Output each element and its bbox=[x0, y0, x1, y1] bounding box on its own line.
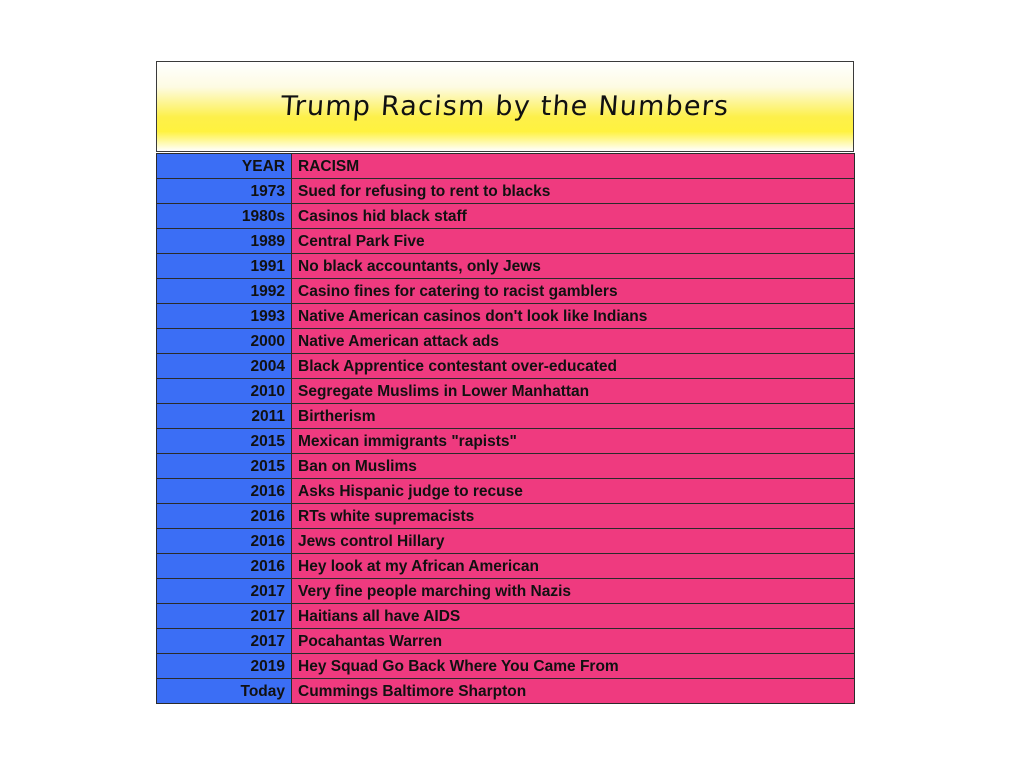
cell-racism: Central Park Five bbox=[292, 229, 855, 254]
cell-year: 2015 bbox=[157, 429, 292, 454]
cell-year: 1991 bbox=[157, 254, 292, 279]
table-row bbox=[157, 379, 855, 404]
cell-racism: Black Apprentice contestant over-educated bbox=[292, 354, 855, 379]
table-row bbox=[157, 279, 855, 304]
cell-racism: Mexican immigrants "rapists" bbox=[292, 429, 855, 454]
cell-racism: RTs white supremacists bbox=[292, 504, 855, 529]
table-row bbox=[157, 429, 855, 454]
cell-year: 2017 bbox=[157, 579, 292, 604]
cell-racism: Jews control Hillary bbox=[292, 529, 855, 554]
cell-year: 2017 bbox=[157, 604, 292, 629]
cell-year: Today bbox=[157, 679, 292, 704]
cell-racism: Native American casinos don't look like Indians bbox=[292, 304, 855, 329]
table-row bbox=[157, 554, 855, 579]
cell-racism: Pocahantas Warren bbox=[292, 629, 855, 654]
table-row bbox=[157, 479, 855, 504]
cell-year: 2016 bbox=[157, 479, 292, 504]
cell-year: 2010 bbox=[157, 379, 292, 404]
table-row bbox=[157, 404, 855, 429]
table-row bbox=[157, 629, 855, 654]
table-row bbox=[157, 204, 855, 229]
cell-year: 2016 bbox=[157, 554, 292, 579]
cell-racism: Hey look at my African American bbox=[292, 554, 855, 579]
cell-year: 1992 bbox=[157, 279, 292, 304]
table-body bbox=[157, 154, 855, 704]
cell-racism: Cummings Baltimore Sharpton bbox=[292, 679, 855, 704]
table-header-row bbox=[157, 154, 855, 179]
racism-table bbox=[156, 153, 855, 704]
cell-racism: Birtherism bbox=[292, 404, 855, 429]
cell-racism: Casino fines for catering to racist gamblers bbox=[292, 279, 855, 304]
cell-year: 1973 bbox=[157, 179, 292, 204]
cell-year: 2015 bbox=[157, 454, 292, 479]
table-row bbox=[157, 329, 855, 354]
cell-racism: Haitians all have AIDS bbox=[292, 604, 855, 629]
cell-racism: Native American attack ads bbox=[292, 329, 855, 354]
cell-racism: Hey Squad Go Back Where You Came From bbox=[292, 654, 855, 679]
table-row bbox=[157, 454, 855, 479]
table-row bbox=[157, 529, 855, 554]
cell-year: 2004 bbox=[157, 354, 292, 379]
cell-racism: Ban on Muslims bbox=[292, 454, 855, 479]
cell-racism: Casinos hid black staff bbox=[292, 204, 855, 229]
cell-year: 2016 bbox=[157, 529, 292, 554]
cell-year: 2016 bbox=[157, 504, 292, 529]
table-row bbox=[157, 229, 855, 254]
table-row bbox=[157, 579, 855, 604]
cell-racism: Segregate Muslims in Lower Manhattan bbox=[292, 379, 855, 404]
table-row bbox=[157, 254, 855, 279]
cell-year: 1989 bbox=[157, 229, 292, 254]
table-row bbox=[157, 179, 855, 204]
cell-year: 1993 bbox=[157, 304, 292, 329]
column-header-year: YEAR bbox=[157, 154, 292, 179]
column-header-racism: RACISM bbox=[292, 154, 855, 179]
cell-racism: Asks Hispanic judge to recuse bbox=[292, 479, 855, 504]
cell-year: 2000 bbox=[157, 329, 292, 354]
cell-racism: Sued for refusing to rent to blacks bbox=[292, 179, 855, 204]
page-title: Trump Racism by the Numbers bbox=[279, 91, 731, 122]
cell-year: 2019 bbox=[157, 654, 292, 679]
table-row bbox=[157, 354, 855, 379]
table-row bbox=[157, 679, 855, 704]
cell-racism: No black accountants, only Jews bbox=[292, 254, 855, 279]
table-row bbox=[157, 604, 855, 629]
cell-year: 1980s bbox=[157, 204, 292, 229]
cell-year: 2011 bbox=[157, 404, 292, 429]
cell-year: 2017 bbox=[157, 629, 292, 654]
title-banner bbox=[156, 61, 854, 152]
table-row bbox=[157, 654, 855, 679]
table-row bbox=[157, 504, 855, 529]
table-row bbox=[157, 304, 855, 329]
cell-racism: Very fine people marching with Nazis bbox=[292, 579, 855, 604]
